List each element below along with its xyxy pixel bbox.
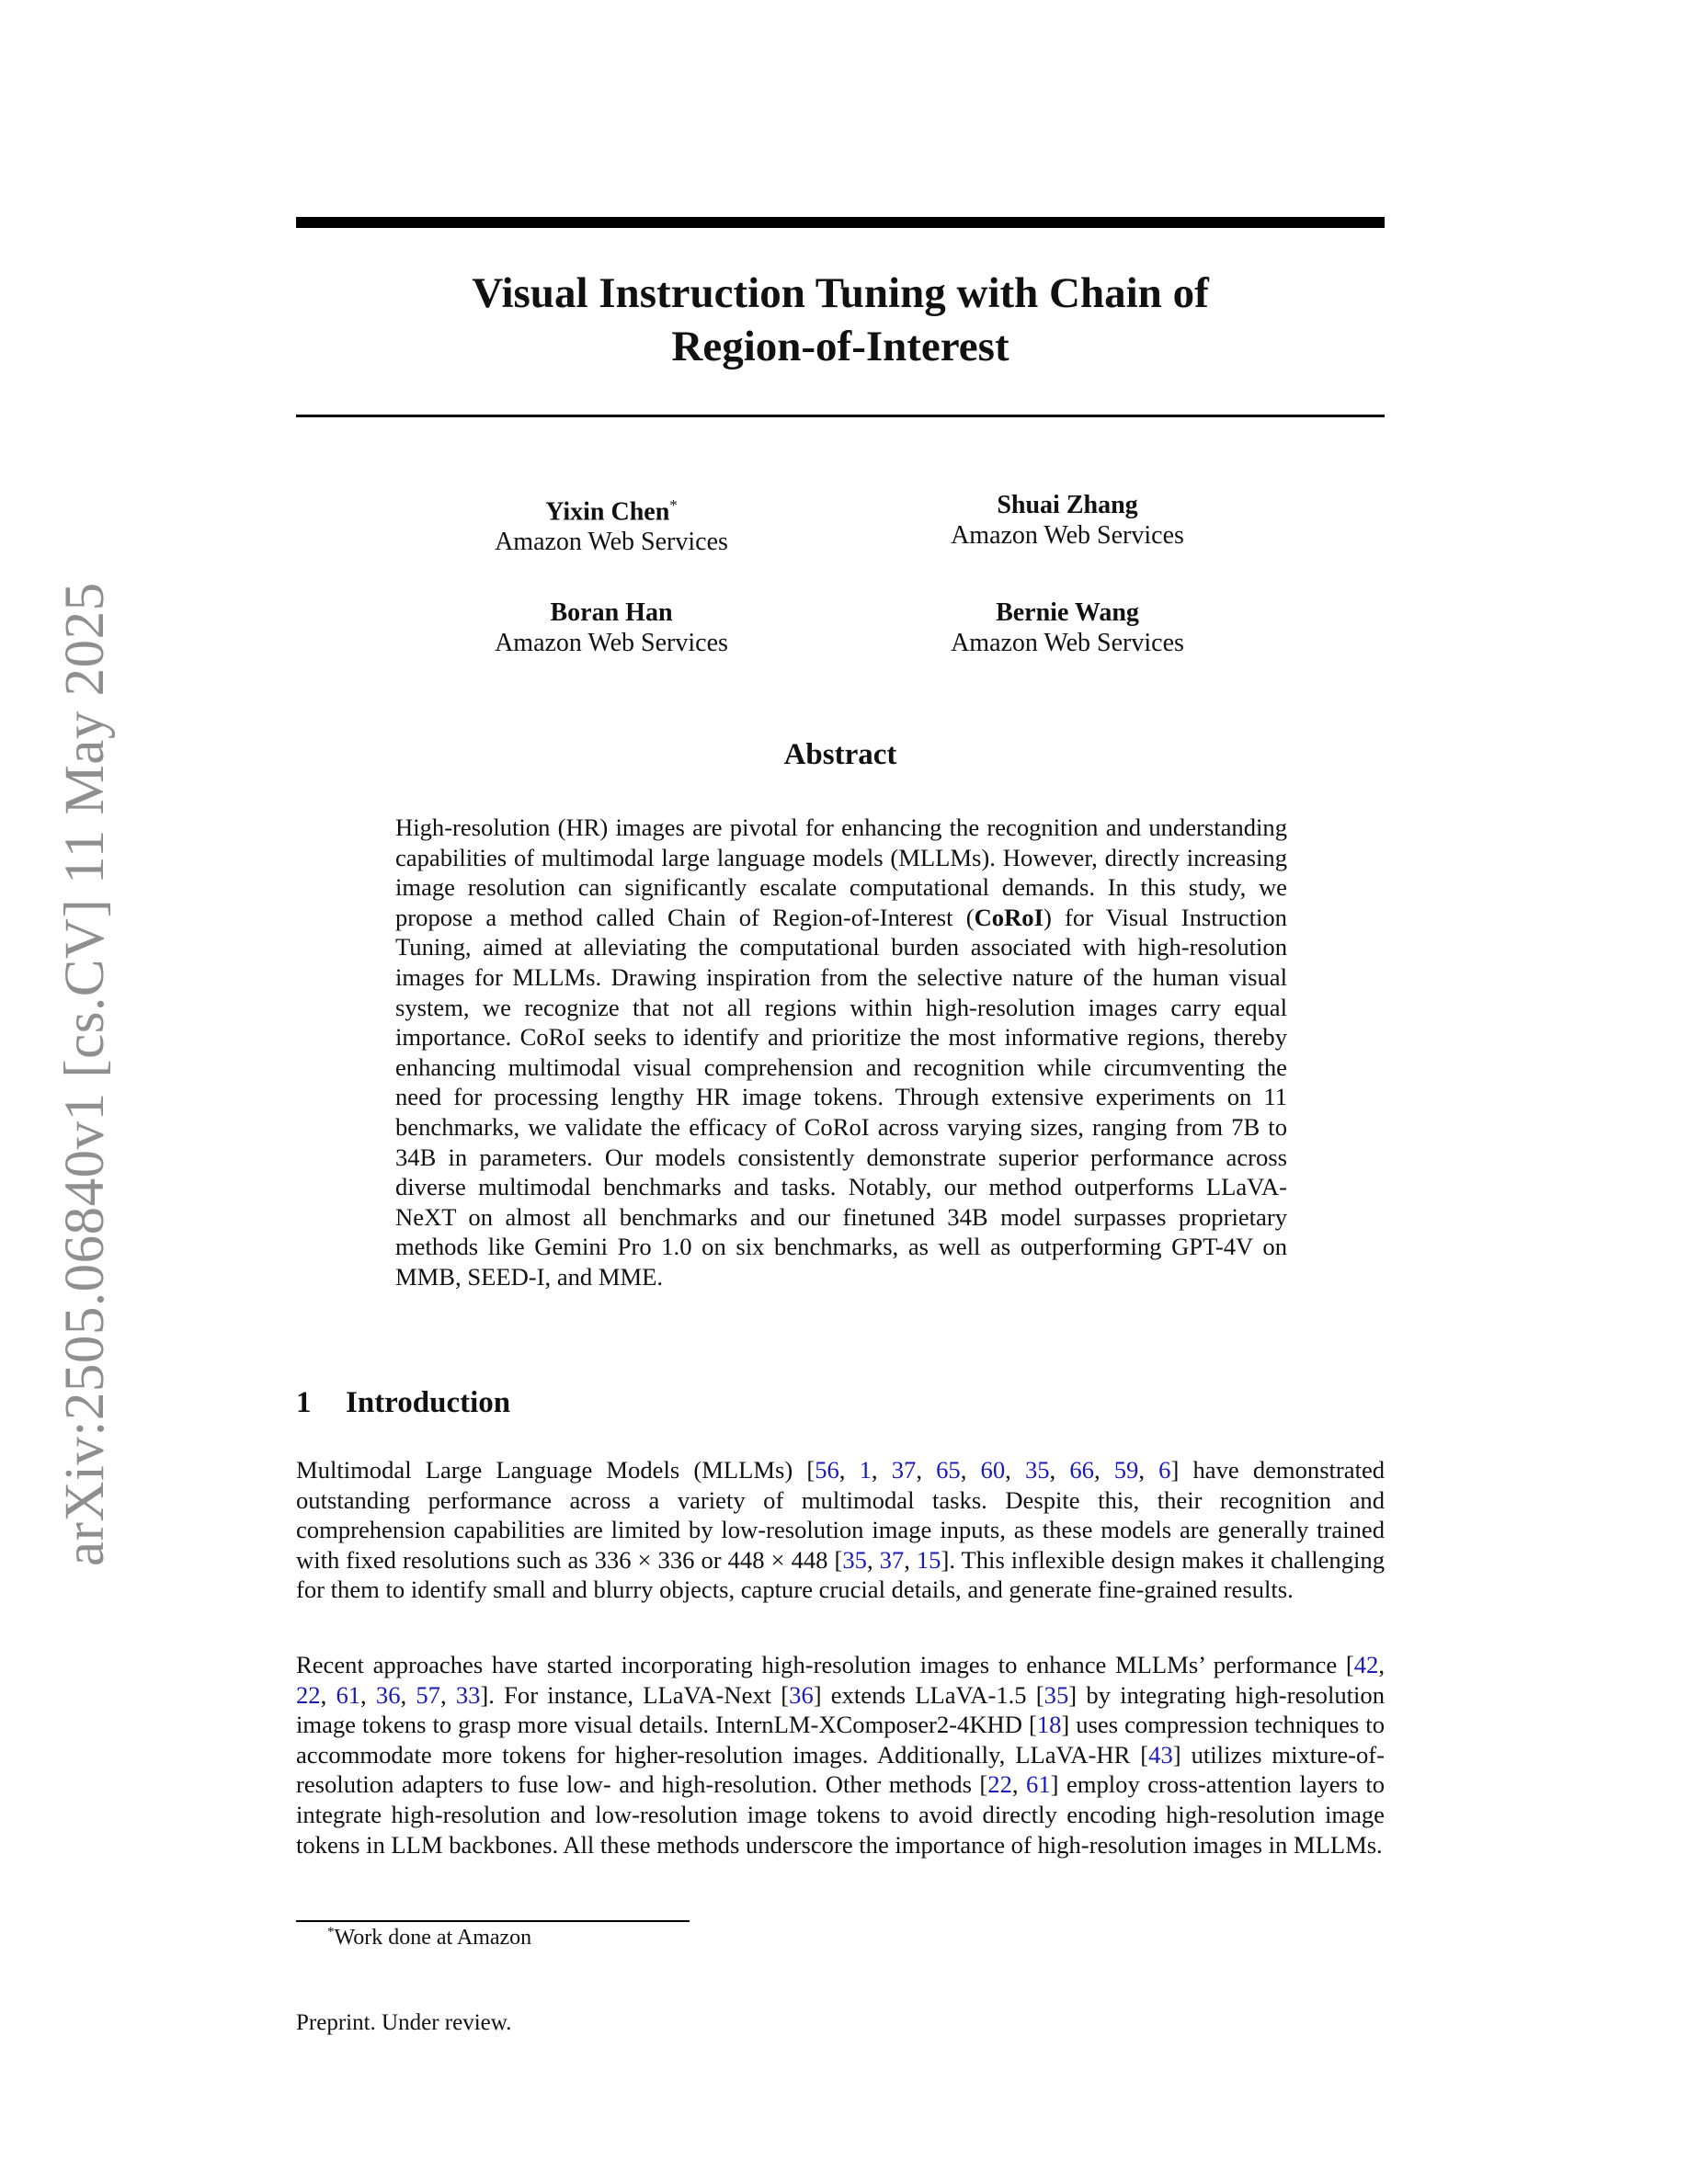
paragraph-text: , [904, 1545, 917, 1574]
citation-link[interactable]: 42 [1353, 1651, 1379, 1678]
citation-link[interactable]: 36 [789, 1680, 814, 1709]
footnote-rule [296, 1920, 690, 1922]
paragraph-text: ] utilizes mixture-of-resolution adapters to fuse low- and high-resolution. Other methods [ [296, 1740, 1385, 1799]
title-top-rule [296, 217, 1385, 228]
paragraph-text: , [1011, 1770, 1027, 1799]
citation-link[interactable]: 65 [936, 1456, 961, 1484]
citation-link[interactable]: 66 [1069, 1456, 1094, 1484]
abstract-text: High-resolution (HR) images are pivotal for enhancing the recognition and understanding capabilities of multimodal large language models (MLLMs). However, directly increasing image resolution can significantly escalate computational demands. In this study, we propose a method called Chain of Region-of-Interest ( [395, 813, 1287, 931]
paragraph-text: , [1049, 1456, 1070, 1484]
citation-link[interactable]: 59 [1113, 1456, 1139, 1484]
citation-link[interactable]: 43 [1148, 1740, 1173, 1769]
citation-link[interactable]: 35 [842, 1545, 867, 1574]
paragraph-text: ] have demonstrated outstanding performance across a variety of multimodal tasks. Despite this, their recognition and comprehension capabilities are limited by low-resolution image inputs, as these models are generally trained with fixed resolutions such as 336 × 336 or 448 × 448 [ [296, 1456, 1386, 1574]
author-block [874, 490, 1260, 551]
paragraph-text: Multimodal Large Language Models (MLLMs) [ [296, 1456, 815, 1484]
citation-link[interactable]: 22 [987, 1770, 1012, 1799]
citation-link[interactable]: 37 [879, 1545, 905, 1574]
paragraph-text: , [916, 1456, 937, 1484]
paragraph-text: , [439, 1680, 456, 1709]
paragraph-text: , [866, 1545, 880, 1574]
intro-paragraph-2 [296, 1650, 1385, 1860]
intro-paragraph-1 [296, 1455, 1385, 1605]
paragraph-text: , [1378, 1651, 1385, 1678]
section-number: 1 [296, 1386, 312, 1419]
abstract-body [395, 813, 1287, 1292]
author-name: Bernie Wang [996, 598, 1139, 627]
author-block [874, 597, 1260, 658]
title-line-2: Region-of-Interest [671, 323, 1009, 370]
citation-link[interactable]: 60 [980, 1456, 1006, 1484]
citation-link[interactable]: 61 [336, 1680, 361, 1709]
paragraph-text: ] uses compression techniques to accommodate more tokens for higher-resolution images. Additionally, LLaVA-HR [ [296, 1711, 1385, 1769]
paragraph-text: ] extends LLaVA-1.5 [ [813, 1680, 1044, 1709]
arxiv-side-stamp: arXiv:2505.06840v1 [cs.CV] 11 May 2025 [54, 582, 116, 1566]
author-affiliation: Amazon Web Services [951, 629, 1184, 657]
author-block [418, 597, 804, 658]
citation-link[interactable]: 36 [375, 1680, 401, 1709]
paragraph-text: , [871, 1456, 892, 1484]
citation-link[interactable]: 18 [1036, 1711, 1062, 1739]
paragraph-text: , [1138, 1456, 1159, 1484]
citation-link[interactable]: 35 [1024, 1456, 1050, 1484]
abstract-heading: Abstract [783, 738, 897, 771]
title-bottom-rule [296, 415, 1385, 417]
paragraph-text: , [400, 1680, 416, 1709]
paragraph-text: , [360, 1680, 376, 1709]
citation-link[interactable]: 6 [1158, 1456, 1171, 1484]
paragraph-text: ] by integrating high-resolution image tokens to grasp more visual details. InternLM-XComposer2-4KHD [ [296, 1680, 1386, 1739]
paragraph-text: , [1005, 1456, 1025, 1484]
footnote-text: Work done at Amazon [334, 1926, 532, 1950]
paragraph-text: , [320, 1680, 336, 1709]
citation-link[interactable]: 57 [416, 1680, 440, 1709]
citation-link[interactable]: 33 [455, 1680, 481, 1709]
paper-title [296, 267, 1385, 373]
abstract-text: ) for Visual Instruction Tuning, aimed at alleviating the computational burden associated with high-resolution images for MLLMs. Drawing inspiration from the selective nature of the human visual system, we recognize that not all regions within high-resolution images carry equal importance. CoRoI seeks to identify and prioritize the most informative regions, thereby enhancing multimodal visual comprehension and recognition while circumventing the need for processing lengthy HR image tokens. Through extensive experiments on 11 benchmarks, we validate the efficacy of CoRoI across varying sizes, ranging from 7B to 34B in parameters. Our models consistently demonstrate superior performance across diverse multimodal benchmarks and tasks. Notably, our method outperforms LLaVA-NeXT on almost all benchmarks and our finetuned 34B model surpasses proprietary methods like Gemini Pro 1.0 on six benchmarks, as well as outperforming GPT-4V on MMB, SEED-I, and MME. [395, 903, 1287, 1291]
author-name: Shuai Zhang [997, 491, 1138, 519]
author-block [418, 490, 804, 557]
author-footnote-mark: * [669, 496, 678, 514]
footnote-mark: * [327, 1925, 335, 1939]
paragraph-text: ]. This inflexible design makes it challenging for them to identify small and blurry objects, capture crucial details, and generate fine-grained results. [296, 1545, 1386, 1604]
paragraph-text: ] employ cross-attention layers to integrate high-resolution and low-resolution image tokens to avoid directly encoding high-resolution image tokens in LLM backbones. All these methods underscore the importance of high-resolution images in MLLMs. [296, 1770, 1385, 1859]
preprint-notice: Preprint. Under review. [296, 2010, 512, 2035]
citation-link[interactable]: 1 [859, 1456, 872, 1484]
paragraph-text: Recent approaches have started incorporating high-resolution images to enhance MLLMs’ performance [ [296, 1651, 1354, 1678]
author-name: Boran Han [550, 598, 673, 627]
section-heading [296, 1386, 510, 1420]
citation-link[interactable]: 37 [891, 1456, 917, 1484]
author-affiliation: Amazon Web Services [951, 521, 1184, 550]
section-title: Introduction [346, 1386, 511, 1419]
title-line-1: Visual Instruction Tuning with Chain of [472, 269, 1209, 317]
method-name: CoRoI [974, 903, 1044, 931]
citation-link[interactable]: 35 [1044, 1680, 1069, 1709]
citation-link[interactable]: 61 [1026, 1770, 1051, 1799]
citation-link[interactable]: 56 [815, 1456, 839, 1484]
footnote [327, 1925, 531, 1951]
paragraph-text: , [960, 1456, 981, 1484]
author-affiliation: Amazon Web Services [495, 629, 728, 657]
citation-link[interactable]: 15 [916, 1545, 941, 1574]
author-affiliation: Amazon Web Services [495, 528, 728, 557]
citation-link[interactable]: 22 [296, 1680, 321, 1709]
paragraph-text: , [838, 1456, 860, 1484]
author-name: Yixin Chen [545, 497, 670, 527]
paragraph-text: , [1093, 1456, 1114, 1484]
paragraph-text: ]. For instance, LLaVA-Next [ [480, 1680, 790, 1709]
